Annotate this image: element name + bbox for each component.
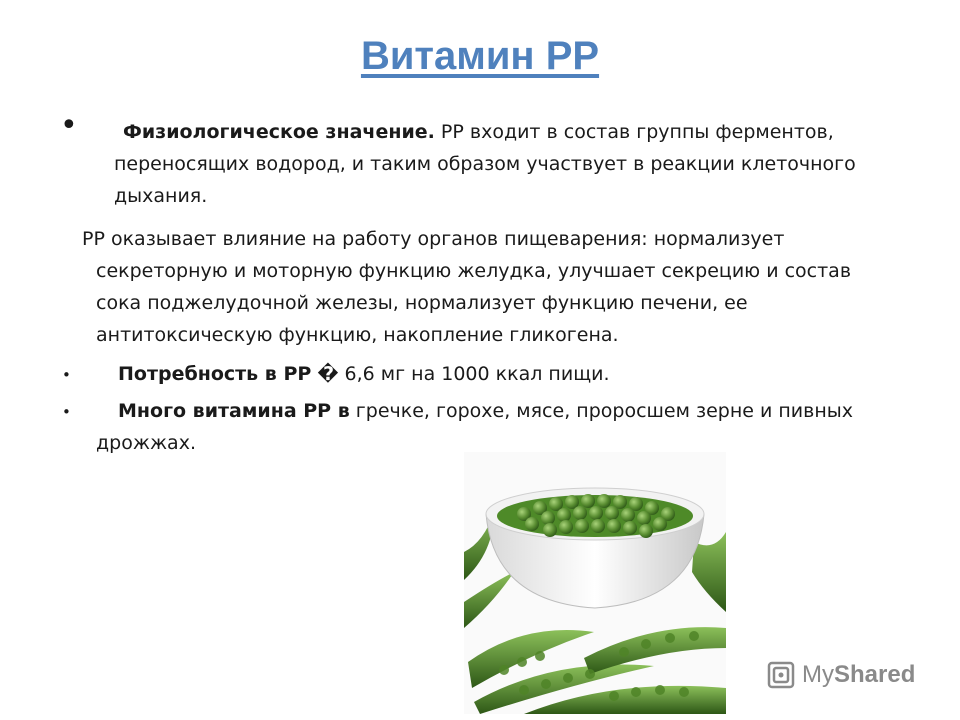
mysharedlogo-icon: [766, 660, 796, 690]
paragraph-digestion-effect: PP оказывает влияние на работу органов пищеварения: нормализует секреторную и моторную функцию желудка, улучшает секрецию и состав сока поджелудочной железы, нормализует функцию печени, ее антитоксическую функцию, накопление гликогена.: [82, 228, 852, 346]
physiological-text-line1: PP входит в состав группы ферментов,: [434, 121, 834, 143]
paragraph-requirement: [96, 358, 896, 390]
unknown-symbol-icon: �: [317, 363, 339, 385]
requirement-text: 6,6 мг на 1000 ккал пищи.: [338, 363, 610, 385]
sources-text: гречке, горохе, мясе, проросшем зерне и пивных дрожжах.: [96, 400, 853, 454]
physiological-text-rest: переносящих водород, и таким образом участвует в реакции клеточного дыхания.: [114, 153, 856, 207]
bullet-3: •: [62, 403, 71, 421]
watermark-text: MyShared: [802, 661, 916, 688]
paragraph-physiological-role: [114, 116, 914, 212]
requirement-heading: Потребность в PP: [118, 363, 312, 385]
bullet-2: •: [62, 366, 71, 384]
sources-heading: Много витамина PP в: [118, 400, 350, 422]
paragraph-sources: [96, 395, 896, 459]
peas-photo: [464, 452, 726, 714]
slide-title: Витамин PP: [360, 34, 600, 78]
physiological-heading: Физиологическое значение.: [123, 121, 435, 143]
watermark: [766, 658, 915, 692]
bullet-1: •: [60, 108, 78, 143]
